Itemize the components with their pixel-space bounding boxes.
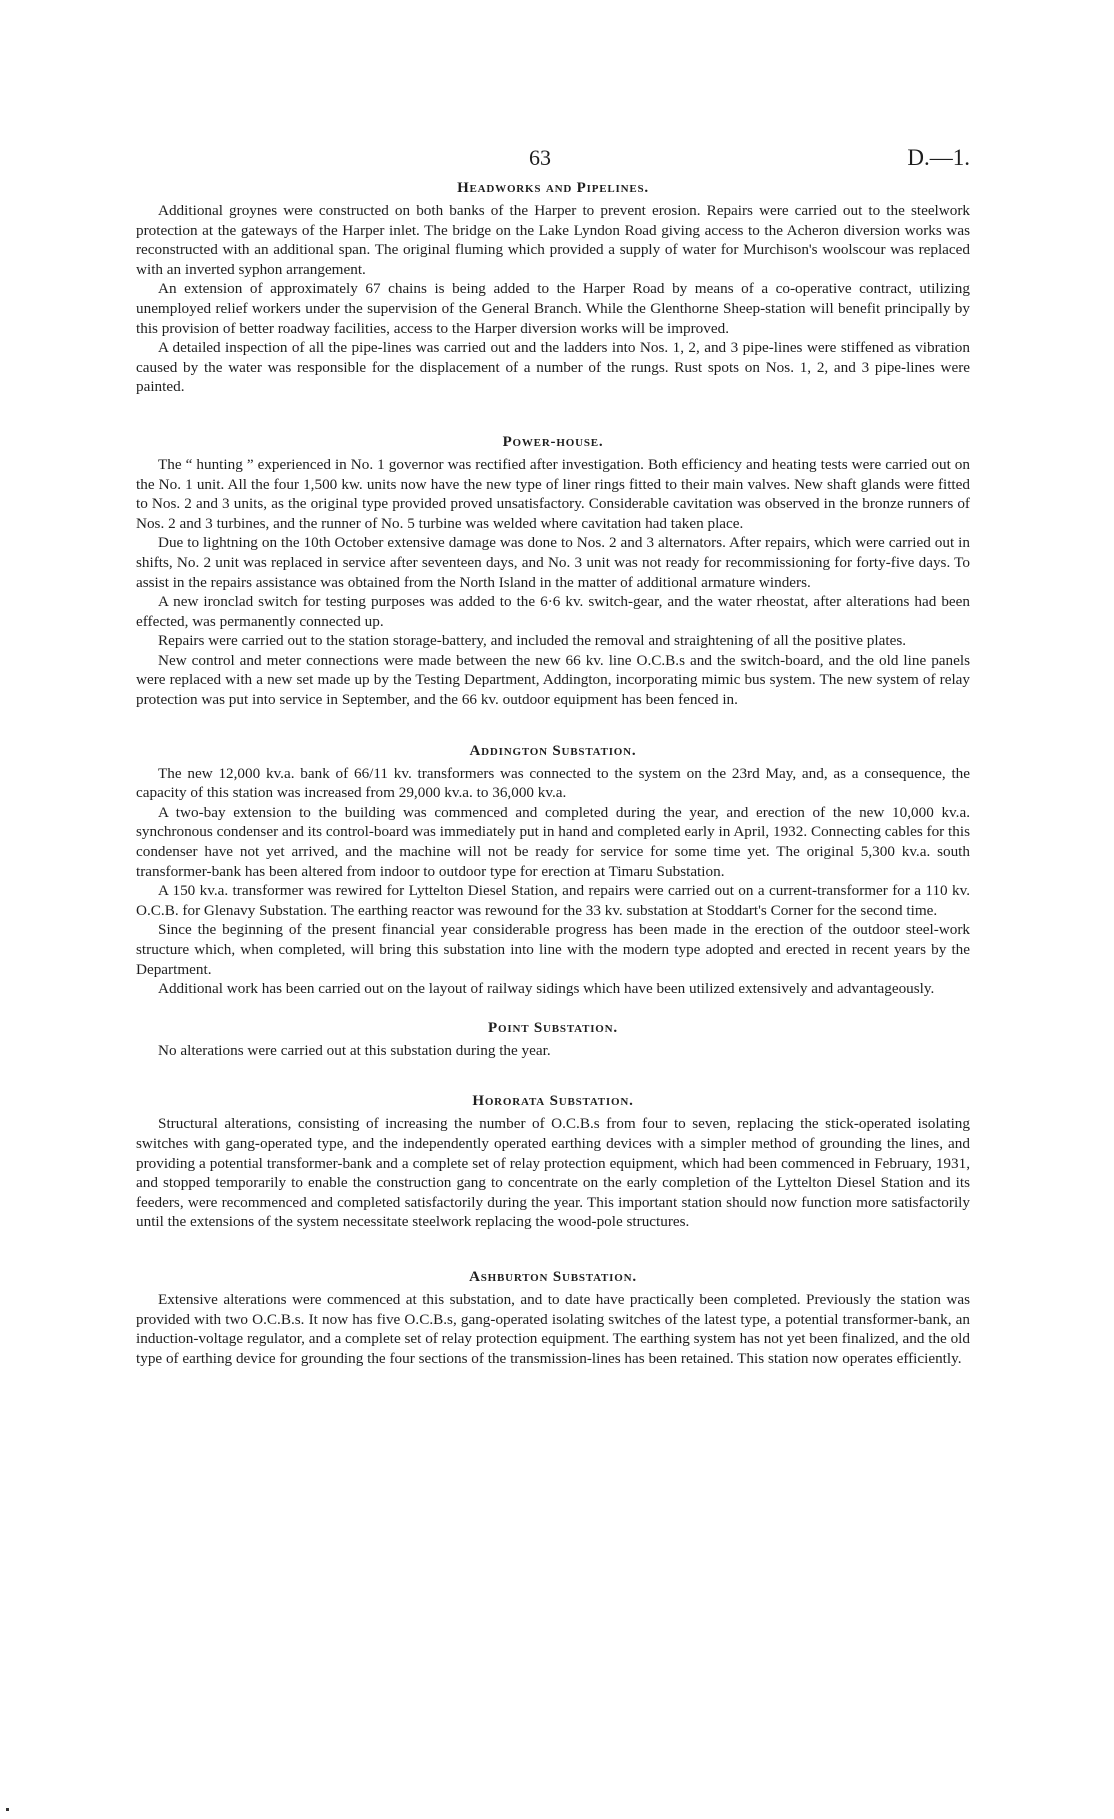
paragraph: No alterations were carried out at this substation during the year. <box>158 1041 551 1059</box>
section-heading: Addington Substation. <box>469 742 637 759</box>
paragraph: Extensive alterations were commenced at this substation, and to date have practically been completed. Previously the station was provided with two O.C.B.s. It now has five O.C.B.s, gang-operated isolating switches of the latest type, a potential transformer-bank, an induction-voltage regulator, and a complete set of relay protection equipment. The earthing system has not yet been finalized, and the old type of earthing device for grounding the four sections of the transmission-lines has been retained. This station now operates efficiently. <box>136 1290 970 1367</box>
section-heading: Power-house. <box>502 433 604 450</box>
paragraph: Structural alterations, consisting of increasing the number of O.C.B.s from four to seven, replacing the stick-operated isolating switches with gang-operated type, and the independently operated earthing devices with a simpler method of grounding the lines, and providing a potential transformer-bank and a complete set of relay protection equipment, which had been commenced in February, 1931, and stopped temporarily to enable the construction gang to concentrate on the early completion of the Lyttelton Diesel Station and its feeders, were recommenced and completed satisfactorily during the year. This important station should now function more satisfactorily until the extensions of the system necessitate steelwork replacing the wood-pole structures. <box>136 1115 970 1231</box>
paragraph: A detailed inspection of all the pipe-lines was carried out and the ladders into Nos. 1, 2, and 3 pipe-lines were stiffened as vibration caused by the water was responsible for the displacement of a number of the rungs. Rust spots on Nos. 1, 2, and 3 pipe-lines were painted. <box>136 339 970 396</box>
page-header <box>136 145 970 179</box>
section-heading: Point Substation. <box>488 1019 618 1036</box>
paragraph: Repairs were carried out to the station storage-battery, and included the removal and straightening of all the positive plates. <box>158 632 907 650</box>
paragraph: The “ hunting ” experienced in No. 1 governor was rectified after investigation. Both efficiency and heating tests were carried out on the No. 1 unit. All the four 1,500 kw. units now have the new type of liner rings fitted to their main valves. New shaft glands were fitted to Nos. 2 and 3 units, as the original type provided proved unsatisfactory. Considerable cavitation was observed in the bronze runners of Nos. 2 and 3 turbines, and the runner of No. 5 turbine was welded where cavitation had taken place. <box>136 455 970 532</box>
section-heading: Headworks and Pipelines. <box>457 180 649 196</box>
paper-reference: D.—1. <box>907 145 970 170</box>
paragraph: The new 12,000 kv.a. bank of 66/11 kv. transformers was connected to the system on the 23rd May, and, as a consequence, the capacity of this station was increased from 29,000 kv.a. to 36,000 kv.a. <box>136 764 970 802</box>
scan-artifact-dot <box>6 1808 9 1811</box>
paragraph: A two-bay extension to the building was commenced and completed during the year, and erection of the new 10,000 kv.a. synchronous condenser and its control-board was immediately put in hand and completed early in April, 1932. Connecting cables for this condenser have not yet arrived, and the machine will not be ready for service for some time yet. The original 5,300 kv.a. south transformer-bank has been altered from indoor to outdoor type for erection at Timaru Substation. <box>136 803 970 880</box>
section-ashburton-substation <box>136 1268 970 1368</box>
paragraph: Since the beginning of the present financial year considerable progress has been made in the erection of the outdoor steel-work structure which, when completed, will bring this substation into line with the modern type adopted and erected in recent years by the Department. <box>136 921 970 978</box>
section-addington-substation <box>136 742 970 999</box>
section-power-house <box>136 433 970 710</box>
paragraph: A new ironclad switch for testing purposes was added to the 6·6 kv. switch-gear, and the water rheostat, after alterations had been effected, was permanently connected up. <box>136 593 970 630</box>
page-number: 63 <box>529 145 551 170</box>
section-heading: Ashburton Substation. <box>469 1268 637 1285</box>
section-heading: Hororata Substation. <box>472 1093 634 1110</box>
paragraph: Additional groynes were constructed on both banks of the Harper to prevent erosion. Repairs were carried out to the steelwork protection at the gateways of the Harper inlet. The bridge on the Lake Lyndon Road giving access to the Acheron diversion works was reconstructed with an additional span. The original fluming which provided a supply of water for Murchison's woolscour was replaced with an inverted syphon arrangement. <box>136 202 970 278</box>
section-point-substation <box>136 1019 970 1061</box>
paragraph: New control and meter connections were made between the new 66 kv. line O.C.B.s and the switch-board, and the old line panels were replaced with a new set made up by the Testing Department, Addington, incorporating mimic bus system. The new system of relay protection was put into service in September, and the 66 kv. outdoor equipment has been fenced in. <box>136 651 970 709</box>
document-page <box>136 145 970 1368</box>
paragraph: Additional work has been carried out on the layout of railway sidings which have been utilized extensively and advantageously. <box>158 980 935 998</box>
paragraph: Due to lightning on the 10th October extensive damage was done to Nos. 2 and 3 alternators. After repairs, which were carried out in shifts, No. 2 unit was replaced in service after seventeen days, and No. 3 unit was not ready for recommissioning for forty-five days. To assist in the repairs assistance was obtained from the North Island in the matter of additional armature winders. <box>136 534 970 591</box>
paragraph: An extension of approximately 67 chains is being added to the Harper Road by means of a co-operative contract, utilizing unemployed relief workers under the supervision of the General Branch. While the Glenthorne Sheep-station will benefit principally by this provision of better roadway facilities, access to the Harper diversion works will be improved. <box>136 280 970 337</box>
paragraph: A 150 kv.a. transformer was rewired for Lyttelton Diesel Station, and repairs were carried out on a current-transformer for a 110 kv. O.C.B. for Glenavy Substation. The earthing reactor was rewound for the 33 kv. substation at Stoddart's Corner for the second time. <box>136 882 970 919</box>
section-hororata-substation <box>136 1092 970 1232</box>
section-headworks-pipelines <box>136 179 970 397</box>
